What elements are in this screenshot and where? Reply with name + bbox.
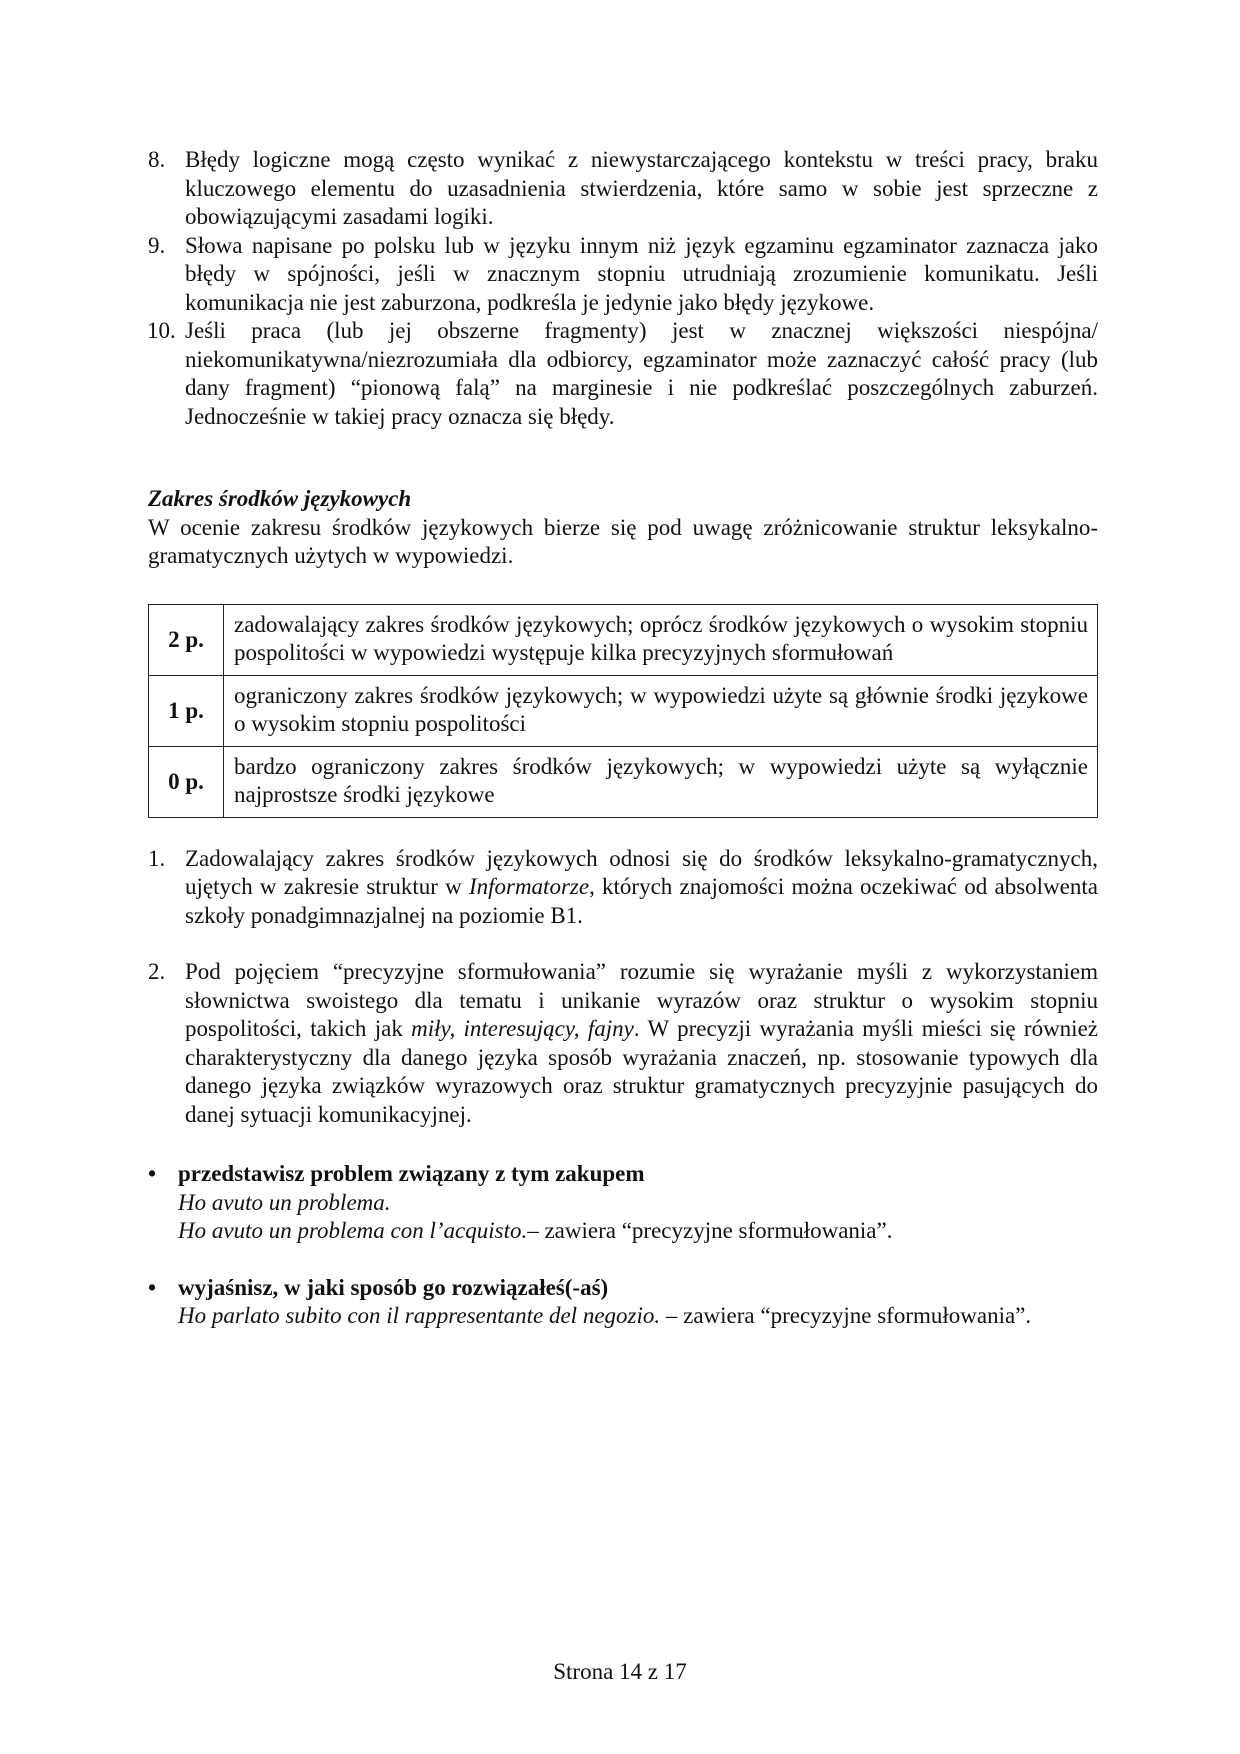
list-item-10 (148, 317, 1098, 431)
list-item-9 (148, 232, 1098, 318)
table-row (149, 746, 1098, 817)
item-number: 9. (148, 232, 166, 258)
example-sentence (178, 1302, 1098, 1331)
document-page (148, 146, 1098, 1331)
example-italic: Ho parlato subito con il rappresentante del negozio. (178, 1303, 661, 1328)
note-italic-term: Informatorze (468, 874, 590, 899)
note-item-2 (148, 958, 1098, 1129)
example-comment: – zawiera “precyzyjne sformułowania”. (527, 1218, 893, 1243)
example-bullet-2 (148, 1274, 1098, 1331)
example-comment: – zawiera “precyzyjne sformułowania”. (660, 1303, 1032, 1328)
description-cell: ograniczony zakres środków językowych; w wypowiedzi użyte są głównie środki językowe o wysokim stopniu pospolitości (224, 675, 1098, 746)
bullet-icon: • (148, 1274, 157, 1300)
example-italic: Ho avuto un problema con l’acquisto. (178, 1218, 528, 1243)
note-text-part: . W precyzji wyrażania myśli mieści się również charakterystyczny dla danego języka sposób wyrażania znaczeń, np. stosowanie typowych dla danego języka związków wyrazowych oraz struktur gramatycznych precyzyjnie pasujących do danej sytuacji komunikacyjnej. (185, 1016, 1098, 1127)
points-cell: 2 p. (149, 604, 224, 675)
item-number: 8. (148, 147, 166, 172)
section-intro: W ocenie zakresu środków językowych bierze się pod uwagę zróżnicowanie struktur leksykalno-gramatycznych użytych w wypowiedzi. (148, 514, 1098, 568)
example-heading: wyjaśnisz, w jaki sposób go rozwiązałeś(-aś) (178, 1274, 609, 1300)
scoring-table (148, 604, 1098, 818)
item-number: 1. (148, 845, 166, 871)
item-text: Słowa napisane po polsku lub w języku innym niż język egzaminu egzaminator zaznacza jako błędy w spójności, jeśli w znacznym stopniu utrudniają zrozumienie komunikatu. Jeśli komunikacja nie jest zaburzona, podkreśla je jedynie jako błędy językowe. (185, 232, 1098, 315)
example-heading: przedstawisz problem związany z tym zakupem (178, 1161, 645, 1186)
note-item-1 (148, 845, 1098, 931)
note-text (185, 846, 1098, 928)
item-number: 2. (148, 959, 166, 984)
note-text-part: , których znajomości można oczekiwać od absolwenta szkoły ponadgimnazjalnej na poziomie B1. (185, 874, 1098, 928)
example-bullet-1 (148, 1160, 1098, 1246)
item-number: 10. (147, 318, 176, 343)
points-cell: 0 p. (149, 746, 224, 817)
note-italic-term: miły, interesujący, fajny (411, 1016, 634, 1041)
table-row (149, 675, 1098, 746)
description-cell: bardzo ograniczony zakres środków językowych; w wypowiedzi użyte są wyłącznie najprostsze środki językowe (224, 746, 1098, 817)
bullet-icon: • (148, 1161, 157, 1186)
page-footer: Strona 14 z 17 (553, 1659, 687, 1684)
item-text: Błędy logiczne mogą często wynikać z niewystarczającego kontekstu w treści pracy, braku kluczowego elementu do uzasadnienia stwierdzenia, które samo w sobie jest sprzeczne z obowiązującymi zasadami logiki. (185, 147, 1098, 229)
section-title: Zakres środków językowych (148, 486, 412, 511)
table-row (149, 604, 1098, 675)
example-sentence (178, 1217, 1098, 1246)
description-cell: zadowalający zakres środków językowych; oprócz środków językowych o wysokim stopniu pospolitości w wypowiedzi występuje kilka precyzyjnych sformułowań (224, 604, 1098, 675)
note-text (185, 959, 1098, 1127)
points-cell: 1 p. (149, 675, 224, 746)
note-text-part: Pod pojęciem “precyzyjne sformułowania” rozumie się wyrażanie myśli z wykorzystaniem słownictwa swoistego dla tematu i unikanie wyrazów oraz struktur o wysokim stopniu pospolitości, takich jak (185, 959, 1098, 1041)
note-text-part: Zadowalający zakres środków językowych odnosi się do środków leksykalno-gramatycznych, ujętych w zakresie struktur w (185, 845, 1098, 899)
example-sentence: Ho avuto un problema. (178, 1189, 391, 1215)
item-text: Jeśli praca (lub jej obszerne fragmenty) jest w znacznej większości niespójna/ niekomunikatywna/niezrozumiała dla odbiorcy, egzaminator może zaznaczyć całość pracy (lub dany fragment) “pionową falą” na marginesie i nie podkreślać poszczególnych zaburzeń. Jednocześnie w takiej pracy oznacza się błędy. (185, 318, 1098, 429)
list-item-8 (148, 146, 1098, 232)
